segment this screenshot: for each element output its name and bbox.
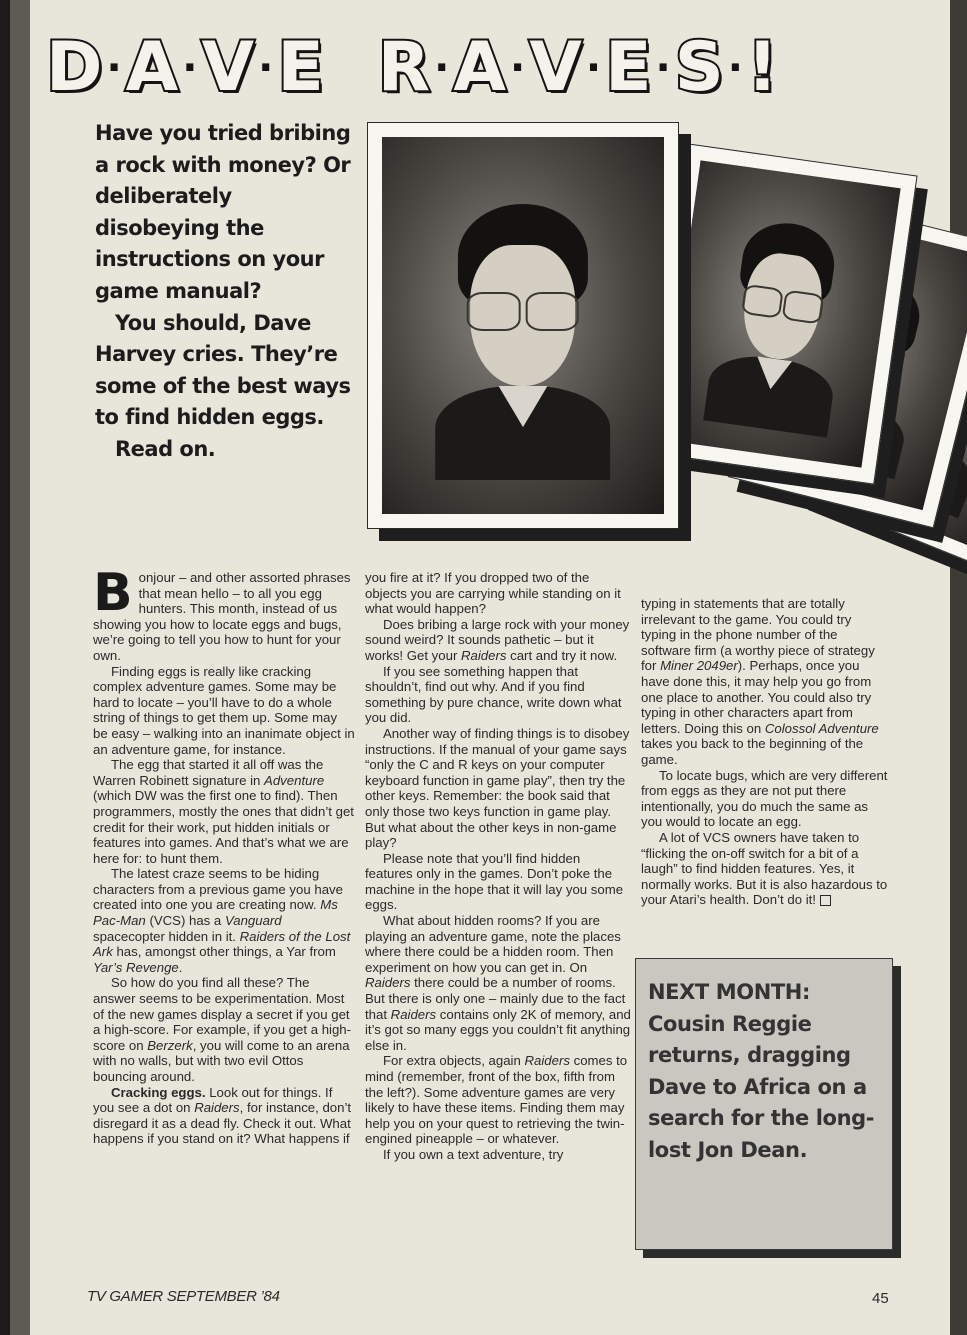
article-paragraph: If you own a text adventure, try (383, 1146, 564, 1162)
game-title: Raiders (461, 647, 507, 663)
article-paragraph: Please note that you’ll find hidden features only in the games. Don’t poke the machine in the hope that it will lay you some eggs. (365, 850, 624, 913)
article-paragraph (93, 563, 355, 664)
text-run: cart and try it now. (506, 647, 618, 663)
text-run: A lot of VCS owners have taken to “flicking the on-off switch for a bit of a laugh” to find hidden features. Yes, it normally works. But it is also hazardous to your Atari’s health. Don’t do it! (641, 829, 888, 908)
game-title: Yar’s Revenge (93, 959, 179, 975)
text-run: , for instance, don’t disregard it as a dead fly. Check it out. What happens if you stand on it? What happens if (93, 1100, 352, 1147)
headline-letter: A (125, 28, 179, 107)
headline-letter: S (674, 28, 724, 107)
game-title: Raiders (194, 1100, 240, 1116)
game-title: Raiders of the Lost Ark (93, 928, 351, 960)
headline-letter: R (377, 28, 431, 107)
text-run: What about hidden rooms? If you are playing an adventure game, note the places where there could be a hidden room. Then experiment on how you can get in. On (365, 913, 621, 975)
standfirst-question: Have you tried bribing a rock with money? Or deliberately disobeying the instructions on your game manual? (95, 121, 351, 303)
text-run: Look out for things. If you see a dot on (93, 1084, 333, 1116)
text-run: The latest craze seems to be hiding characters from a previous game you have created into one you are creating now. (93, 866, 343, 913)
end-of-article-box-icon (820, 895, 831, 906)
page-number: 45 (872, 1290, 889, 1307)
headline-letter: E (277, 28, 324, 107)
headline-dot: · (258, 45, 274, 91)
next-month-box (635, 958, 893, 1250)
article-column-3 (641, 596, 889, 908)
magazine-footer: TV GAMER SEPTEMBER ’84 (87, 1288, 280, 1305)
text-run: For extra objects, again (383, 1053, 525, 1069)
game-title: Raiders (524, 1053, 570, 1069)
headline-dot: · (510, 45, 526, 91)
article-paragraph (93, 975, 355, 1084)
article-paragraph (365, 913, 631, 1053)
standfirst (95, 118, 360, 466)
article-paragraph (365, 617, 631, 664)
text-run: comes to mind (remember, front of the box, fifth from the left?). Some adventure games are very likely to have these items. Finding them may help you on your quest to retrieving the twin-engined pineapple – or whatever. (365, 1053, 628, 1147)
game-title: Vanguard (224, 913, 282, 929)
text-run: spacecopter hidden in it. (93, 928, 240, 944)
article-paragraph (365, 1053, 631, 1147)
headline-letter: A (453, 28, 507, 107)
headline-dot: · (182, 45, 198, 91)
article-paragraph (93, 757, 355, 866)
game-title: Ms Pac-Man (93, 897, 338, 929)
text-run: onjour – and other assorted phrases that mean hello – to all you egg hunters. This month, instead of us showing you how to locate eggs and bugs, we’re going to tell you how to hunt for your own. (93, 570, 351, 663)
article-paragraph (641, 830, 889, 908)
binding-spine (0, 0, 10, 1335)
headline-letter: V (529, 28, 582, 107)
article-paragraph: you fire at it? If you dropped two of the objects you are carrying while standing on it what would happen? (365, 570, 621, 617)
text-run: takes you back to the beginning of the game. (641, 736, 864, 767)
text-run: . (178, 959, 183, 975)
headline-letter: D (46, 28, 103, 107)
headline-dot: · (106, 45, 122, 91)
photo-strip (365, 120, 967, 560)
game-title: Miner 2049er (660, 658, 738, 674)
game-title: Colossol Adventure (764, 720, 879, 736)
text-run: contains only 2K of memory, and it’s got so many eggs you couldn’t fit anything else in. (365, 1006, 631, 1053)
headline-letter: V (201, 28, 255, 107)
headline-dot: · (434, 45, 450, 91)
text-run: So how do you find all these? The answer seems to be experimentation. Most of the new games display a secret if you get a high-score. For example, if you get a high-score on (93, 975, 352, 1053)
standfirst-read-on: Read on. (115, 436, 216, 461)
headline-word-dave (45, 28, 325, 107)
article-paragraph: Another way of finding things is to disobey instructions. If the manual of your game says “only the C and R keys on your computer keyboard function in game play”, then try the other keys. Remember: the book said that only those two keys function in game play. But what about the other keys in non-game play? (365, 725, 630, 851)
game-title: Raiders (390, 1006, 437, 1022)
text-run: has, amongst other things, a Yar from (112, 944, 336, 960)
article-paragraph: To locate bugs, which are very different from eggs as they are not put there intentionally, you do much the same as you would to locate an egg. (641, 767, 888, 830)
article-column-2 (365, 570, 631, 1163)
text-run: typing in statements that are totally irrelevant to the game. You could try typing in the phone number of the software firm (a worthy piece of strategy for (641, 596, 875, 674)
article-paragraph: Finding eggs is really like cracking complex adventure games. Some may be hard to locate – you’ll have to do a whole string of things to get them up. Some may be easy – walking into an inanimate object in an adventure game, for instance. (93, 663, 355, 757)
article-paragraph: If you see something happen that shouldn’t, find out why. And if you find something by pure chance, write down what you did. (365, 663, 622, 726)
article-paragraph (641, 596, 889, 768)
text-run: The egg that started it all off was the Warren Robinett signature in (93, 757, 324, 788)
next-month-text: NEXT MONTH: Cousin Reggie returns, dragging Dave to Africa on a search for the long-lost Jon Dean. (648, 980, 875, 1162)
headline-dot: · (727, 45, 743, 91)
photo-booth-print-2 (644, 143, 917, 484)
headline-dot: · (585, 45, 602, 91)
headline-letter: E (605, 28, 652, 107)
article-column-1 (93, 563, 355, 1147)
headline-word-raves (377, 28, 779, 107)
game-title: Raiders (365, 975, 411, 991)
game-title: Berzerk (147, 1037, 193, 1053)
subheading: Cracking eggs. (111, 1084, 206, 1100)
drop-cap: B (93, 563, 133, 623)
text-run: there could be a number of rooms. But there is only one – mainly due to the fact that (365, 975, 626, 1022)
article-paragraph (93, 866, 355, 975)
headline-letter: ! (746, 28, 778, 107)
text-run: ). Perhaps, once you have done this, it may help you go from one place to another. You could also try typing in other characters apart from letters. Doing this on (641, 658, 872, 736)
standfirst-answer: You should, Dave Harvey cries. They’re some of the best ways to find hidden eggs. (95, 310, 351, 430)
article-paragraph (93, 1085, 355, 1147)
text-run: (which DW was the first one to find). Then programmers, mostly the ones that didn’t get credit for their work, put hidden initials or features into games. And that’s what we are here for: to hunt them. (93, 788, 354, 866)
headline (45, 28, 925, 108)
headline-dot: · (655, 45, 671, 91)
game-title: Adventure (264, 772, 325, 788)
portrait-photo-main (367, 122, 679, 529)
text-run: Does bribing a large rock with your money sound weird? It sounds pathetic – but it works! Get your (365, 616, 630, 663)
text-run: (VCS) has a (145, 913, 225, 929)
text-run: , you will come to an arena with no walls, but with two evil Ottos bouncing around. (93, 1037, 350, 1084)
